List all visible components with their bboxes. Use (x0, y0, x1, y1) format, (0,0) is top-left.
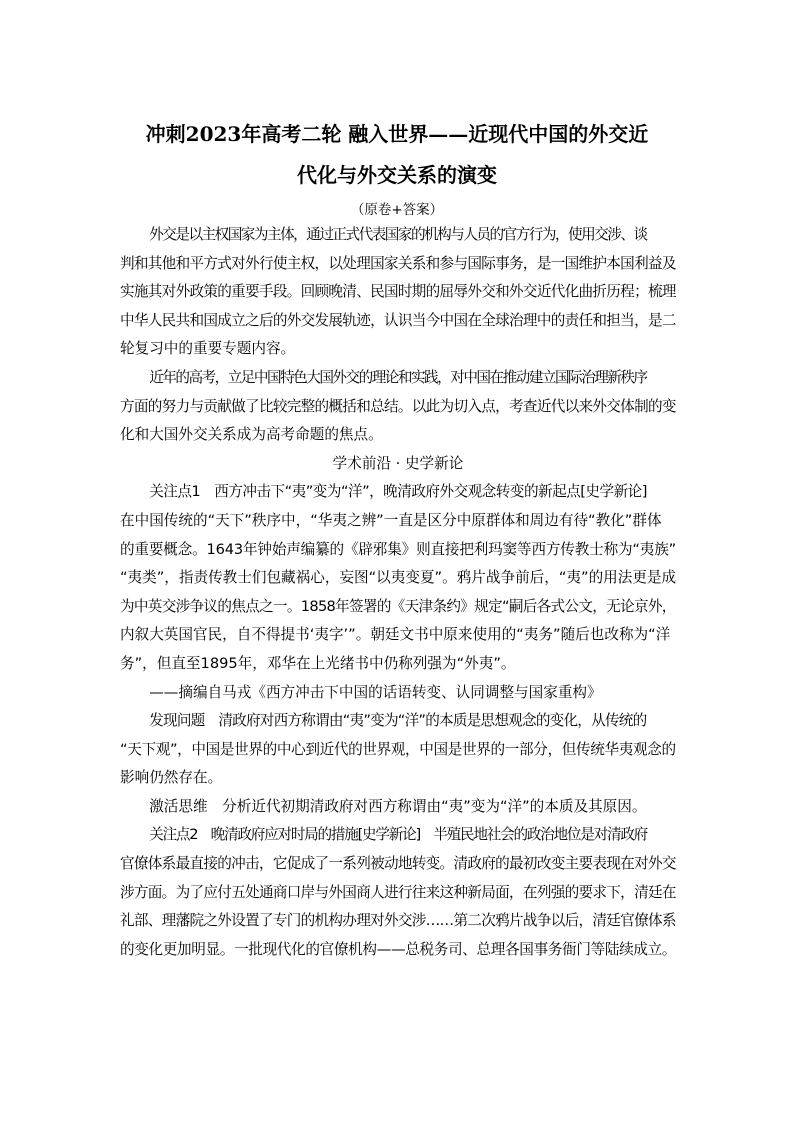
section-heading-text: 学术前沿 · 史学新论 (332, 454, 464, 472)
text-line: 激活思维 分析近代初期清政府对西方称谓由“夷”变为“洋”的本质及其原因。 (149, 797, 647, 815)
focus-point-2-cont (120, 850, 676, 964)
text-line: ——摘编自马戎《西方冲击下中国的话语转变、认同调整与国家重构》 (149, 683, 602, 701)
text-line: 外交是以主权国家为主体，通过正式代表国家的机构与人员的官方行为，使用交涉、谈 (149, 226, 647, 243)
section-heading (120, 450, 676, 479)
document-subtitle: （原卷+答案） (350, 202, 444, 218)
text-line: 内叙大英国官民，自不得提书‘夷字’”。朝廷文书中原来使用的“夷务”随后也改称为“洋 (120, 626, 671, 644)
text-line: 化和大国外交关系成为高考命题的焦点。 (120, 426, 383, 444)
text-line: “夷类”，指责传教士们包藏祸心，妄图“以夷变夏”。鸦片战争前后，“夷”的用法更是成 (120, 569, 677, 587)
intro-paragraph-2-cont (120, 393, 676, 450)
intro-paragraph-1-cont (120, 250, 676, 364)
text-line: 方面的努力与贡献做了比较完整的概括和总结。以此为切入点，考查近代以来外交体制的变 (120, 397, 676, 415)
text-line: 在中国传统的“天下”秩序中，“华夷之辨”一直是区分中原群体和周边有待“教化”群体 (120, 511, 662, 529)
focus-point-1-cont (120, 507, 676, 679)
focus-point-2 (120, 821, 676, 850)
text-line: 官僚体系最直接的冲击，它促成了一系列被动地转变。清政府的最初改变主要表现在对外交 (120, 855, 676, 873)
intro-paragraph-2 (120, 364, 676, 393)
discover-question-cont (120, 736, 676, 793)
intro-paragraph-1 (120, 221, 676, 250)
text-line: 轮复习中的重要专题内容。 (120, 340, 296, 358)
activate-thinking (120, 793, 676, 822)
text-line: 关注点1 西方冲击下“夷”变为“洋”，晚清政府外交观念转变的新起点[史学新论] (149, 483, 647, 501)
text-line: “天下观”，中国是世界的中心到近代的世界观，中国是世界的一部分，但传统华夷观念的 (120, 740, 676, 758)
text-line: 中华人民共和国成立之后的外交发展轨迹，认识当今中国在全球治理中的责任和担当，是二 (120, 311, 676, 329)
text-line: 关注点2 晚清政府应对时局的措施[史学新论] 半殖民地社会的政治地位是对清政府 (149, 826, 648, 844)
text-line: 的重要概念。1643年钟始声编纂的《辟邪集》则直接把利玛窦等西方传教士称为“夷族” (120, 540, 677, 558)
text-line: 涉方面。为了应付五处通商口岸与外国商人进行往来这种新局面，在列强的要求下，清廷在 (120, 883, 676, 901)
text-line: 影响仍然存在。 (120, 769, 223, 787)
text-line: 礼部、理藩院之外设置了专门的机构办理对外交涉……第二次鸦片战争以后，清廷官僚体系 (120, 912, 676, 930)
text-line: 的变化更加明显。一批现代化的官僚机构——总税务司、总理各国事务衙门等陆续成立。 (120, 940, 677, 958)
text-line: 为中英交涉争议的焦点之一。1858年签署的《天津条约》规定“嗣后各式公文，无论京外， (120, 597, 676, 615)
document-body (120, 221, 676, 964)
discover-question (120, 707, 676, 736)
text-line: 实施其对外政策的重要手段。回顾晚清、民国时期的屈辱外交和外交近代化曲折历程；梳理 (120, 283, 676, 301)
source-citation (120, 679, 676, 708)
text-line: 发现问题 清政府对西方称谓由“夷”变为“洋”的本质是思想观念的变化，从传统的 (149, 712, 647, 730)
document-title-line-2: 代化与外交关系的演变 (297, 163, 497, 187)
focus-point-1 (120, 478, 676, 507)
document-title-line-1: 冲刺2023年高考二轮 融入世界——近现代中国的外交近 (145, 122, 649, 146)
text-line: 判和其他和平方式对外行使主权，以处理国家关系和参与国际事务，是一国维护本国利益及 (120, 254, 676, 272)
text-line: 近年的高考，立足中国特色大国外交的理论和实践，对中国在推动建立国际治理新秩序 (149, 368, 647, 386)
text-line: 务”，但直至1895年，邓华在上光绪书中仍称列强为“外夷”。 (120, 654, 516, 672)
